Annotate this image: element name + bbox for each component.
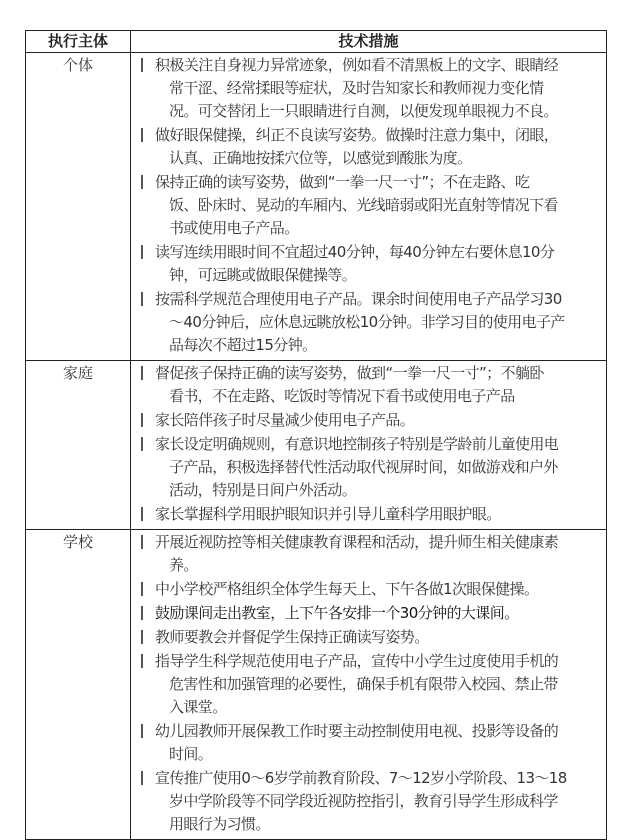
list-item [141,650,602,719]
bullet-icon [141,128,143,142]
table-row [26,361,607,530]
list-item [141,531,602,577]
list-item [141,503,602,526]
bullet-icon [141,58,143,72]
header-subject: 执行主体 [26,31,131,53]
item-text-line: 用眼行为习惯。 [169,815,270,833]
header-row [26,31,607,53]
bullet-icon [141,724,143,738]
item-text-line: 读写连续用眼时间不宜超过40分钟，每40分钟左右要休息10分 [155,243,555,261]
item-text-line: 指导学生科学规范使用电子产品，宣传中小学生过度使用手机的 [155,652,559,670]
item-text-line: 况。可交替闭上一只眼睛进行自测，以便发现单眼视力不良。 [169,102,558,120]
item-text-line: 饭、卧床时、晃动的车厢内、光线暗弱或阳光直射等情况下看 [169,196,558,214]
bullet-icon [141,413,143,427]
subject-cell: 学校 [26,530,131,840]
list-item [141,626,602,649]
list-item [141,171,602,240]
header-measures: 技术措施 [131,31,607,53]
bullet-icon [141,366,143,380]
item-text-line: 开展近视防控等相关健康教育课程和活动，提升师生相关健康素 [155,533,559,551]
item-text-line: 看书，不在走路、吃饭时等情况下看书或使用电子产品 [169,387,515,405]
measures-cell [131,530,607,840]
list-item [141,602,602,625]
list-item [141,54,602,123]
list-item [141,578,602,601]
item-text-line: 做好眼保健操，纠正不良读写姿势。做操时注意力集中，闭眼， [155,126,559,144]
item-text-line: 入课堂。 [169,698,227,716]
item-text-line: 宣传推广使用0～6岁学前教育阶段、7～12岁小学阶段、13～18 [155,769,567,787]
item-text-line: 家长陪伴孩子时尽量减少使用电子产品。 [155,411,415,429]
item-text-line: 品每次不超过15分钟。 [169,336,317,354]
item-text-line: 认真、正确地按揉穴位等，以感觉到酸胀为度。 [169,149,472,167]
item-text-line: ～40分钟后，应休息远眺放松10分钟。非学习目的使用电子产 [169,313,565,331]
item-text-line: 书或使用电子产品。 [169,219,299,237]
item-text-line: 常干涩、经常揉眼等症状，及时告知家长和教师视力变化情 [169,79,544,97]
item-text-line: 养。 [169,556,198,574]
item-text-line: 鼓励课间走出教室，上下午各安排一个30分钟的大课间。 [155,604,519,622]
item-text-line: 积极关注自身视力异常迹象，例如看不清黑板上的文字、眼睛经 [155,56,559,74]
bullet-icon [141,437,143,451]
bullet-icon [141,245,143,259]
item-text-line: 中小学校严格组织全体学生每天上、下午各做1次眼保健操。 [155,580,539,598]
measures-table [25,30,607,840]
item-text-line: 活动，特别是日间户外活动。 [169,481,357,499]
item-text-line: 危害性和加强管理的必要性，确保手机有限带入校园、禁止带 [169,675,558,693]
item-text-line: 家长设定明确规则，有意识地控制孩子特别是学龄前儿童使用电 [155,435,559,453]
item-text-line: 子产品，积极选择替代性活动取代视屏时间，如做游戏和户外 [169,458,558,476]
bullet-icon [141,535,143,549]
list-item [141,433,602,502]
measures-cell [131,361,607,530]
item-text-line: 钟，可远眺或做眼保健操等。 [169,266,357,284]
list-item [141,720,602,766]
bullet-icon [141,771,143,785]
list-item [141,241,602,287]
subject-cell: 个体 [26,53,131,361]
list-item [141,767,602,836]
item-text-line: 教师要教会并督促学生保持正确读写姿势。 [155,628,429,646]
list-item [141,288,602,357]
bullet-icon [141,175,143,189]
bullet-icon [141,507,143,521]
list-item [141,409,602,432]
item-text-line: 按需科学规范合理使用电子产品。课余时间使用电子产品学习30 [155,290,562,308]
item-text-line: 时间。 [169,745,213,763]
bullet-icon [141,292,143,306]
item-text-line: 幼儿园教师开展保教工作时要主动控制使用电视、投影等设备的 [155,722,559,740]
bullet-icon [141,630,143,644]
table-row [26,530,607,840]
list-item [141,362,602,408]
bullet-icon [141,606,143,620]
item-text-line: 家长掌握科学用眼护眼知识并引导儿童科学用眼护眼。 [155,505,501,523]
measures-cell [131,53,607,361]
list-item [141,124,602,170]
bullet-icon [141,654,143,668]
item-text-line: 岁中学阶段等不同学段近视防控指引，教育引导学生形成科学 [169,792,558,810]
item-text-line: 督促孩子保持正确的读写姿势，做到“一拳一尺一寸”；不躺卧 [155,364,544,382]
item-text-line: 保持正确的读写姿势，做到“一拳一尺一寸”；不在走路、吃 [155,173,530,191]
table-row [26,53,607,361]
subject-cell: 家庭 [26,361,131,530]
bullet-icon [141,582,143,596]
